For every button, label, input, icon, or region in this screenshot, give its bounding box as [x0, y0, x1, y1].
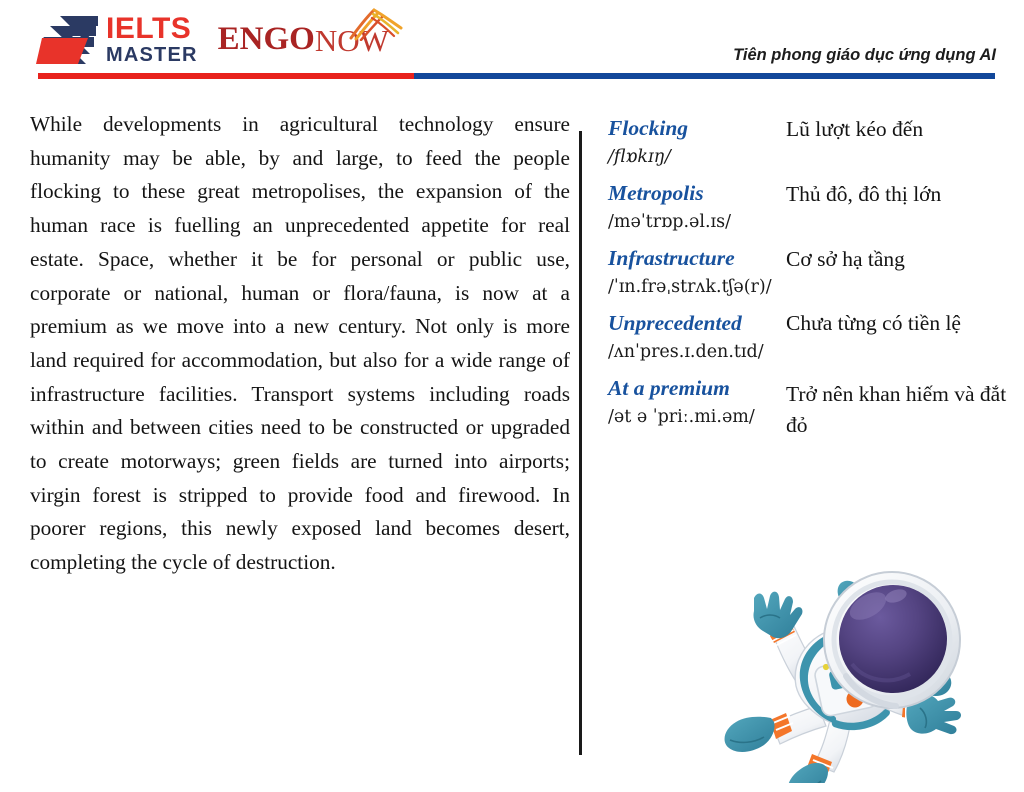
header-tagline: Tiên phong giáo dục ứng dụng AI	[733, 46, 996, 64]
reading-passage: While developments in agricultural technology ensure humanity may be able, by and large, to feed the people flocking to these great metropolises, the expansion of the human race is fuelling an unprecedented appetite for real estate. Space, whether it be for personal or public use, corporate or national, human or flora/fauna, is now at a premium as we move into a new century. Not only is more land required for accommodation, but also for a wide range of infrastructure facilities. Transport systems including roads within and between cities need to be constructed or upgraded to create motorways; green fields are turned into airports; virgin forest is stripped to provide food and firewood. In poorer regions, this newly exposed land becomes desert, completing the cycle of destruction.	[30, 112, 570, 575]
rule-segment-blue	[414, 73, 995, 79]
vocabulary-entry-word-block	[608, 243, 786, 301]
vocabulary-entry	[608, 373, 1008, 441]
vocabulary-term: Unprecedented	[608, 311, 742, 335]
vocabulary-term: At a premium	[608, 376, 730, 400]
page-header	[0, 0, 1024, 95]
vocabulary-pronunciation: /məˈtrɒp.əl.ɪs/	[608, 212, 732, 232]
vocabulary-entry	[608, 178, 1008, 236]
brand-name-engo: ENGO	[217, 20, 315, 57]
vocabulary-entry	[608, 243, 1008, 301]
vocabulary-meaning: Lũ lượt kéo đến	[786, 117, 924, 141]
vocabulary-meaning: Trở nên khan hiếm và đắt đỏ	[786, 382, 1007, 437]
vocabulary-term: Infrastructure	[608, 246, 735, 270]
vocabulary-list	[608, 113, 1008, 448]
page-content	[0, 95, 1024, 792]
vocabulary-term: Metropolis	[608, 181, 704, 205]
vocabulary-entry-word-block	[608, 308, 786, 366]
engonow-wordmark	[217, 20, 389, 58]
brand-name-now: NOW	[314, 22, 389, 58]
brand-name-master: MASTER	[106, 44, 198, 66]
vocabulary-pronunciation: /flɒkɪŋ/	[608, 147, 671, 167]
vocabulary-entry	[608, 308, 1008, 366]
vocabulary-entry-word-block	[608, 178, 786, 236]
vocabulary-entry	[608, 113, 1008, 171]
brand-name-ielts: IELTS	[106, 12, 192, 45]
vocabulary-pronunciation: /ʌnˈpres.ɪ.den.tɪd/	[608, 342, 764, 362]
vocabulary-entry-word-block	[608, 373, 786, 431]
open-book-icon	[347, 7, 405, 41]
vocabulary-pronunciation: /ˈɪn.frəˌstrʌk.tʃə(r)/	[608, 277, 772, 297]
brand-logo-group	[36, 14, 389, 66]
vocabulary-meaning: Cơ sở hạ tầng	[786, 247, 905, 271]
column-divider	[579, 131, 582, 755]
ielts-master-book-icon	[36, 14, 102, 66]
astronaut-illustration	[700, 568, 966, 783]
vocabulary-meaning: Chưa từng có tiền lệ	[786, 311, 961, 335]
vocabulary-entry-word-block	[608, 113, 786, 171]
vocabulary-term: Flocking	[608, 116, 689, 140]
ielts-master-wordmark	[106, 14, 198, 66]
header-divider-rule	[38, 73, 995, 79]
vocabulary-pronunciation: /ət ə ˈpriː.mi.əm/	[608, 407, 755, 427]
vocabulary-meaning: Thủ đô, đô thị lớn	[786, 182, 942, 206]
rule-segment-red	[38, 73, 414, 79]
